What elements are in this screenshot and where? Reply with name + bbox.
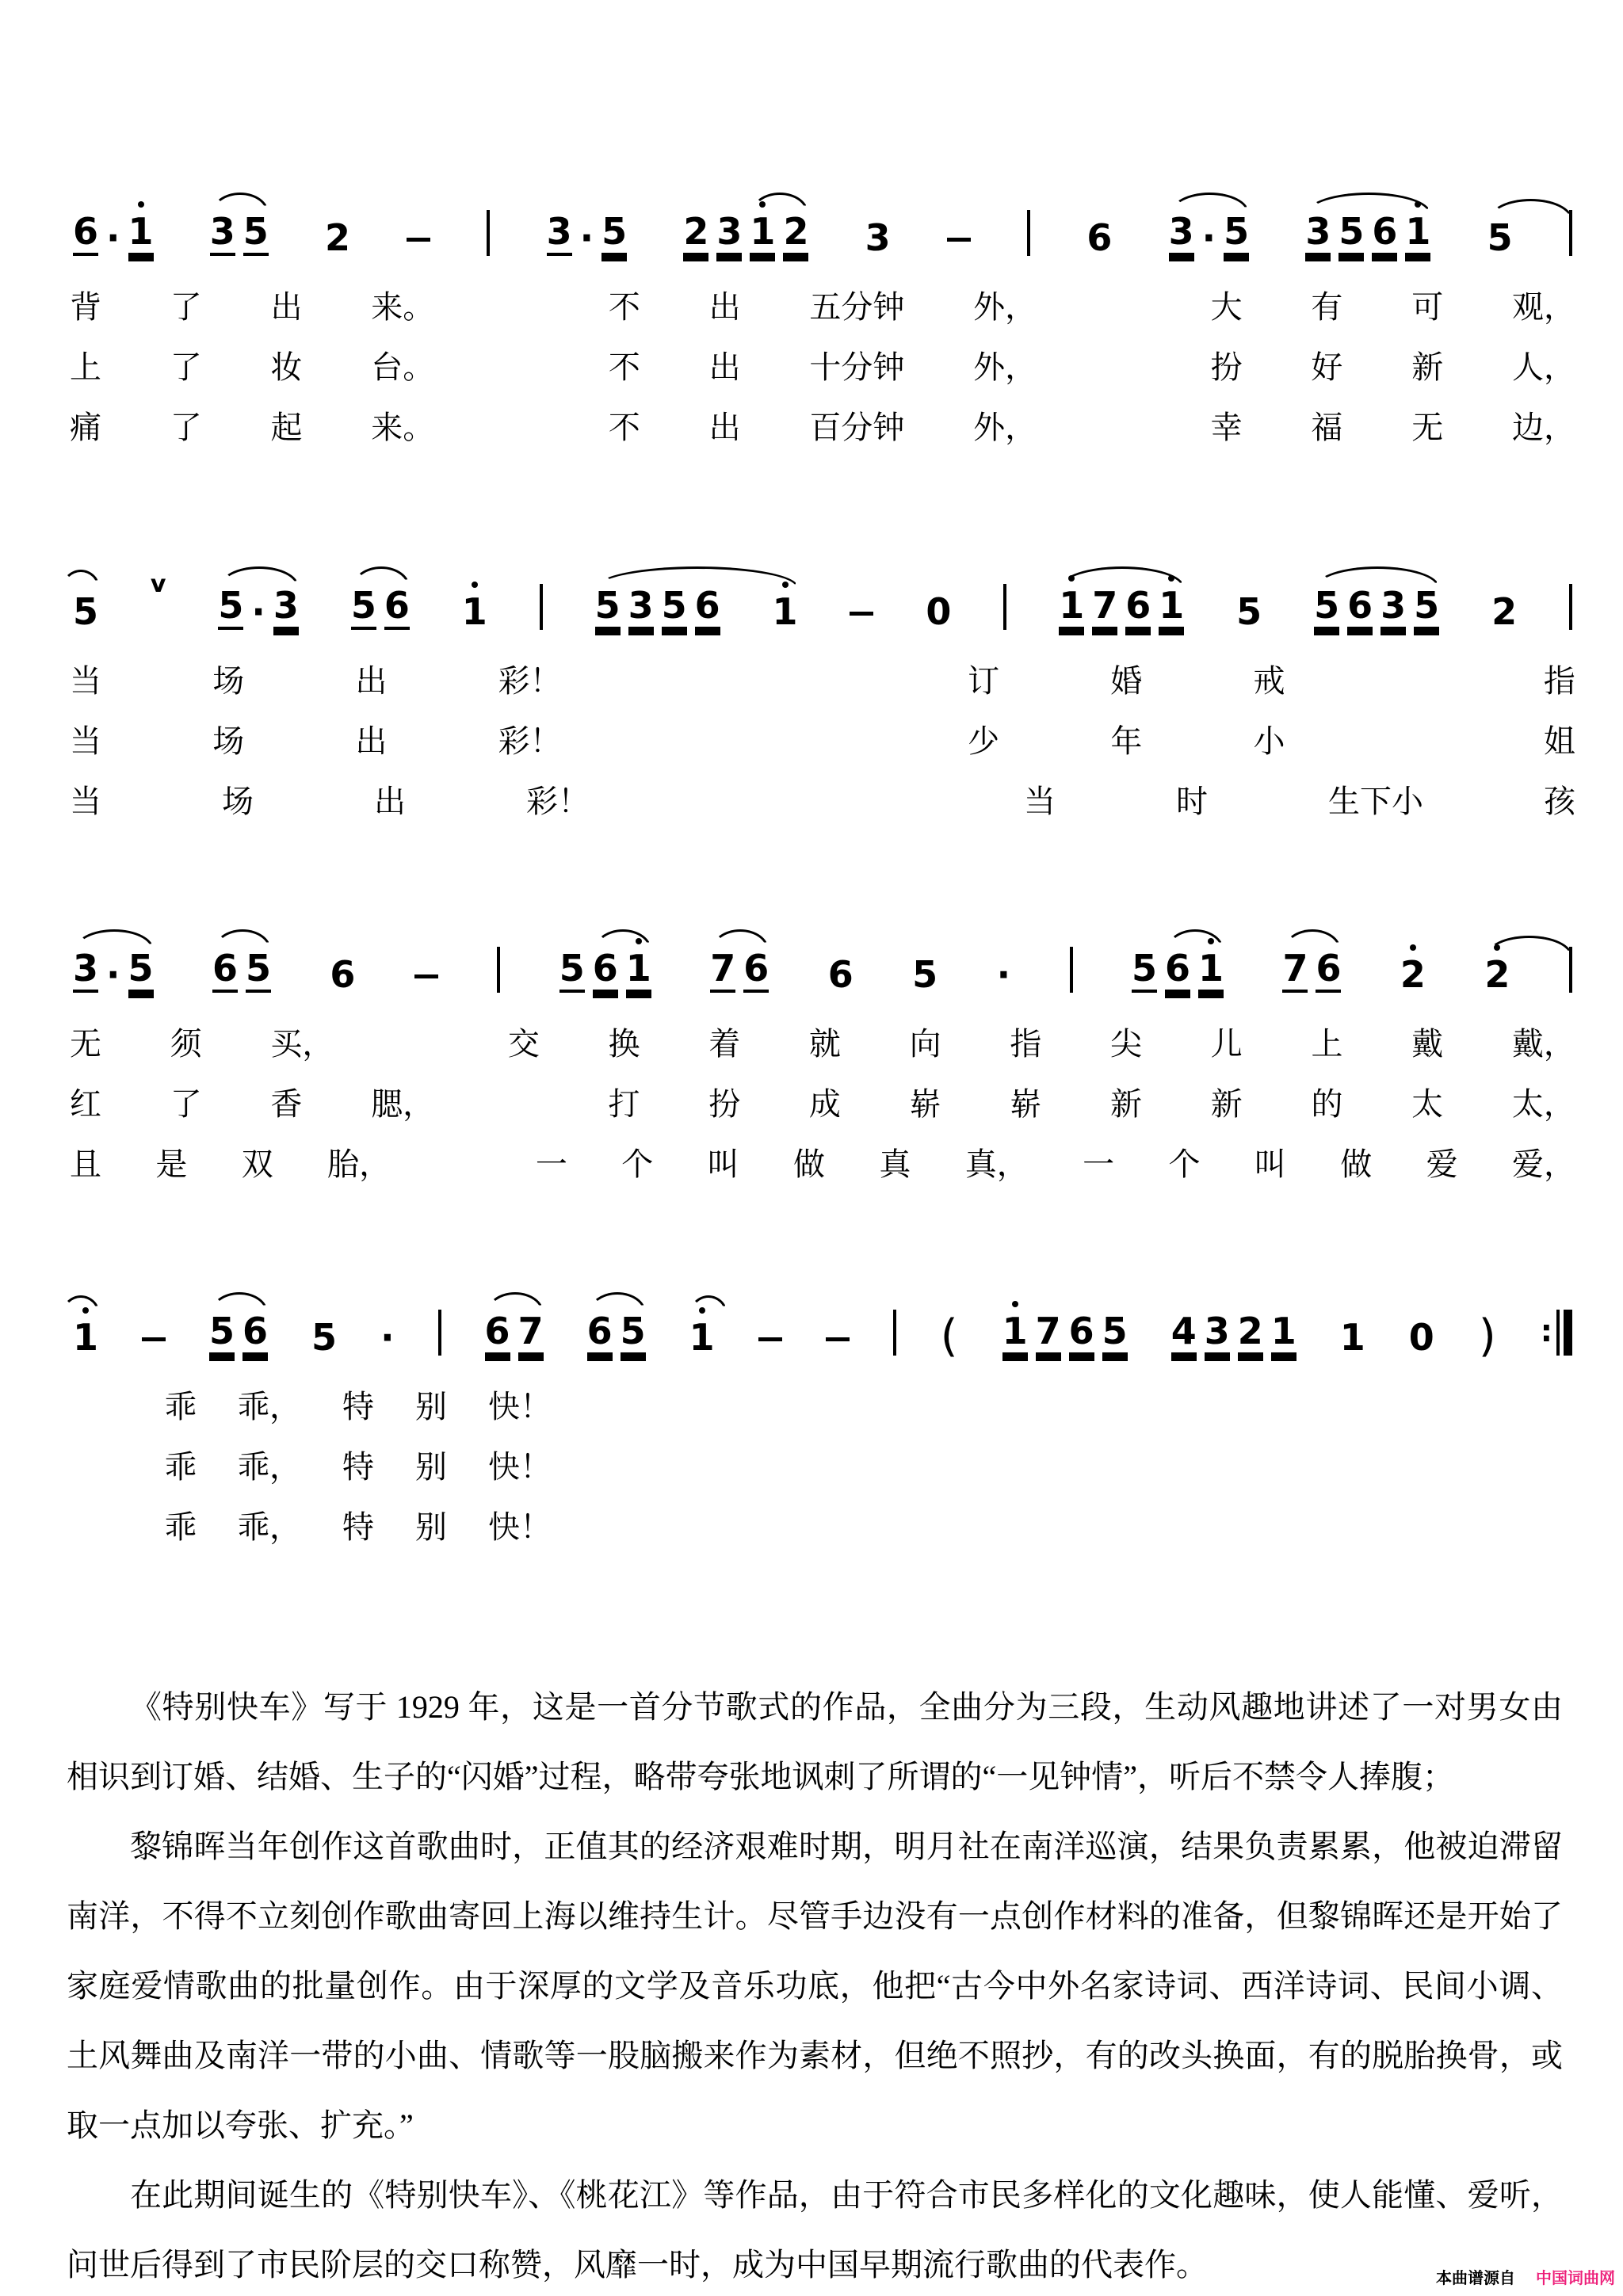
lyric-syllable: 太， [1511,1086,1575,1122]
note-digit: 5 [1224,213,1249,256]
lyric-syllable: 着 [708,1026,741,1062]
note-digit: 6 [1165,950,1190,993]
lyric-syllable: 戴， [1511,1026,1575,1062]
lyric-syllable: 背 [70,289,101,325]
lyric-syllable: 特 [342,1389,374,1425]
paragraph: 在此期间诞生的《特别快车》、《桃花江》等作品，由于符合市民多样化的文化趣味，使人能懂、爱听，问世后得到了市民阶层的交口称赞，风靡一时，成为中国早期流行歌曲的代表作。 [67,2177,1563,2283]
lyric-syllable: 年 [1110,723,1143,759]
lyric-syllable: 不 [608,289,640,325]
lyric-syllable: 出 [708,289,741,325]
duration-dash [850,612,873,616]
note-digit: 7 [1036,1313,1061,1356]
note-digit: 6 [384,587,410,630]
score-system [70,915,1575,1183]
paragraph: 《特别快车》写于 1929 年，这是一首分节歌式的作品，全曲分为三段，生动风趣地讲述了一对男女由相识到订婚、结婚、生子的“闪婚”过程，略带夸张地讽刺了所谓的“一见钟情”，听后不禁令人捧腹； [67,1689,1563,1794]
article [0,1641,1623,2296]
lyric-syllable: 做 [793,1146,825,1182]
augmentation-dot: · [106,216,120,259]
lyric-syllable: 的 [1311,1086,1343,1122]
lyric-syllable: 外， [973,410,1037,445]
lyric-syllable: 可 [1411,289,1444,325]
lyric-row [70,349,1575,386]
lyric-syllable: 打 [608,1086,640,1122]
lyric-syllable: 了 [170,410,202,445]
note-digit: 6 [1125,587,1151,630]
note-digit: 6 [73,213,98,256]
score-system [70,1278,1575,1546]
note-digit: 5 [311,1316,338,1359]
lyric-syllable: 双 [241,1146,273,1182]
notation-row [70,915,1575,1002]
lyric-syllable: 场 [222,784,254,819]
note-digit: 2 [783,213,808,256]
lyric-syllable: 扮 [1210,349,1243,385]
lyric-syllable: 叫 [707,1146,739,1182]
note-digit: 5 [209,1313,235,1356]
note-digit: 2 [1400,953,1426,996]
footer-site-link[interactable]: 中国词曲网 [1536,2270,1615,2287]
note-digit: 6 [242,1313,268,1356]
note-digit: 3 [1381,587,1406,630]
lyric-syllable: 出 [355,723,388,759]
note-digit: 6 [1347,587,1373,630]
note-digit: 5 [621,1313,646,1356]
note-digit: 5 [1102,1313,1128,1356]
lyric-syllable: 小 [1253,723,1285,759]
lyric-syllable: 须 [170,1026,202,1062]
note-digit: 1 [1271,1313,1296,1356]
lyric-syllable: 时 [1176,784,1208,819]
lyric-syllable: 好 [1311,349,1343,385]
note-digit: 3 [547,213,572,256]
lyric-syllable: 妆 [270,349,303,385]
augmentation-dot: · [106,953,120,996]
note-digit: 5 [218,587,243,630]
note-group [710,947,769,993]
barline [1003,584,1006,630]
lyric-syllable: 叫 [1254,1146,1286,1182]
lyric-syllable: 五分钟 [809,289,905,325]
note-group [1282,947,1342,993]
barline [487,210,490,256]
duration-dash [947,238,971,242]
note-digit: 5 [559,950,585,993]
lyric-row [70,1389,1575,1425]
lyric-syllable: 真， [964,1146,1029,1182]
lyric-syllable: 胎， [327,1146,391,1182]
notation-row [70,1278,1575,1365]
note-digit: 6 [1069,1313,1094,1356]
lyric-syllable: 当 [70,784,101,819]
lyric-syllable: 乖， [238,1449,301,1485]
note-digit: 1 [772,590,798,633]
note-digit: 5 [1314,587,1339,630]
lyric-syllable: 出 [708,410,741,445]
score-system [70,178,1575,446]
note-digit: 5 [351,587,376,630]
lyric-row [70,1509,1575,1546]
duration-dash [407,238,430,242]
note-digit: 6 [743,950,769,993]
augmentation-dot: · [380,1316,395,1359]
lyric-syllable: 向 [909,1026,941,1062]
note-digit: 3 [716,213,742,256]
note-digit: 1 [1159,587,1184,630]
lyric-syllable: 乖， [238,1509,301,1545]
note-digit: 6 [593,950,618,993]
repeat-dots: : [1540,1314,1552,1348]
lyric-syllable: 个 [1168,1146,1201,1182]
lyric-syllable: 尖 [1110,1026,1143,1062]
duration-dash [758,1337,782,1341]
lyric-syllable: 红 [70,1086,101,1122]
barline [893,1310,896,1356]
lyric-syllable: 彩！ [526,784,590,819]
lyric-syllable: 当 [70,723,101,759]
note-digit: 1 [750,213,775,256]
note-group [546,210,628,259]
duration-dash [414,974,438,978]
lyric-syllable: 真 [879,1146,911,1182]
note-group [559,947,651,993]
note-digit: 1 [1339,1316,1365,1359]
paragraph: 黎锦晖当年创作这首歌曲时，正值其的经济艰难时期，明月社在南洋巡演，结果负责累累，他被迫滞留南洋，不得不立刻创作歌曲寄回上海以维持生计。尽管手边没有一点创作材料的准备，但黎锦晖还是开始了家庭爱情歌曲的批量创作。由于深厚的文学及音乐功底，他把“古今中外名家诗词、西洋诗词、民间小调、土风舞曲及南洋一带的小曲、情歌等一股脑搬来作为素材，但绝不照抄，有的改头换面，有的脱胎换骨，或取一点加以夸张、扩充。” [67,1829,1563,2143]
lyric-syllable: 十分钟 [809,349,905,385]
lyric-syllable: 当 [1024,784,1056,819]
note-digit: 1 [128,213,154,256]
barline [1070,947,1073,993]
breath-mark-icon: v [150,570,166,598]
note-digit: 7 [518,1313,544,1356]
note-digit: 2 [1491,590,1518,633]
note-digit: 2 [1484,953,1510,996]
parenthesis: ) [1478,1310,1496,1362]
augmentation-dot: · [579,216,594,259]
note-digit: 3 [865,216,891,259]
lyric-syllable: 外， [973,289,1037,325]
note-digit: 3 [273,587,299,630]
note-digit: 7 [1092,587,1117,630]
lyric-syllable: 上 [1311,1026,1343,1062]
lyric-syllable: 起 [270,410,303,445]
note-digit: 7 [1282,950,1308,993]
lyric-syllable: 生下小 [1328,784,1423,819]
augmentation-dot: · [996,953,1011,996]
note-group [683,210,809,256]
lyric-syllable: 痛 [70,410,101,445]
note-digit: 5 [601,213,627,256]
note-group [73,947,154,996]
lyric-syllable: 乖 [165,1389,197,1425]
lyric-syllable: 人， [1511,349,1575,385]
note-digit: 3 [1169,213,1194,256]
lyric-syllable: 特 [342,1509,374,1545]
lyric-syllable: 幸 [1210,410,1243,445]
note-group [484,1310,544,1356]
note-group [1131,947,1224,993]
note-digit: 5 [1338,213,1364,256]
lyric-syllable: 上 [70,349,101,385]
lyric-syllable: 出 [355,663,388,699]
lyric-syllable: 来。 [371,289,435,325]
lyric-syllable: 儿 [1210,1026,1243,1062]
note-digit: 5 [246,950,271,993]
lyric-syllable: 新 [1110,1086,1143,1122]
note-digit: 5 [1236,590,1262,633]
lyric-syllable: 乖 [165,1449,197,1485]
lyric-syllable: 彩！ [498,663,562,699]
lyric-syllable: 孩 [1544,784,1575,819]
note-group [73,210,154,259]
lyric-syllable: 婚 [1110,663,1143,699]
lyric-syllable: 了 [170,289,202,325]
lyric-syllable: 扮 [708,1086,741,1122]
note-digit: 2 [324,216,350,259]
score-system [70,541,1575,820]
lyric-syllable: 爱， [1512,1146,1575,1182]
note-group [212,947,271,993]
lyric-syllable: 外， [973,349,1037,385]
note-digit: 3 [73,950,98,993]
barline [1027,210,1030,256]
note-digit: 1 [689,1316,715,1359]
note-digit: 3 [1305,213,1331,256]
lyric-syllable: 买， [270,1026,334,1062]
note-group [209,1310,269,1356]
lyric-syllable: 指 [1010,1026,1042,1062]
lyric-row [70,289,1575,326]
lyric-syllable: 戴 [1411,1026,1444,1062]
note-digit: 7 [710,950,735,993]
note-group [1002,1310,1128,1356]
lyric-syllable: 别 [415,1449,447,1485]
lyric-syllable: 新 [1210,1086,1243,1122]
barline [1569,584,1572,630]
barline [497,947,500,993]
lyric-syllable: 出 [270,289,303,325]
lyric-syllable: 订 [968,663,1000,699]
lyric-row [70,1449,1575,1486]
note-group [218,584,299,633]
barline [1569,210,1572,256]
augmentation-dot: · [1201,216,1216,259]
duration-dash [142,1337,166,1341]
lyric-syllable: 不 [608,349,640,385]
repeat-thick-bar [1564,1310,1572,1356]
lyric-syllable: 崭 [909,1086,941,1122]
lyric-syllable: 观， [1511,289,1575,325]
lyric-syllable: 当 [70,663,101,699]
note-digit: 6 [1086,216,1113,259]
lyric-syllable: 出 [708,349,741,385]
note-digit: 5 [1487,216,1513,259]
lyric-syllable: 快！ [488,1509,552,1545]
lyric-syllable: 换 [608,1026,640,1062]
note-digit: 3 [628,587,654,630]
lyric-syllable: 指 [1543,663,1575,699]
lyric-syllable: 快！ [488,1389,552,1425]
lyric-syllable: 少 [968,723,1000,759]
lyric-row [70,410,1575,446]
note-digit: 1 [73,1316,99,1359]
footer-source-label: 本曲谱源自 [1436,2270,1515,2287]
lyric-syllable: 新 [1411,349,1444,385]
lyric-syllable: 腮， [371,1086,435,1122]
lyric-syllable: 是 [155,1146,188,1182]
note-group [1059,584,1185,630]
lyric-syllable: 做 [1340,1146,1373,1182]
note-digit: 3 [1205,1313,1230,1356]
note-group [1168,210,1250,259]
lyric-syllable: 姐 [1543,723,1575,759]
note-digit: 1 [461,590,487,633]
lyric-syllable: 有 [1311,289,1343,325]
note-digit: 6 [330,953,356,996]
lyric-syllable: 别 [415,1509,447,1545]
note-digit: 6 [695,587,720,630]
note-digit: 6 [485,1313,510,1356]
lyric-syllable: 场 [212,723,245,759]
barline [438,1310,441,1356]
lyric-syllable: 来。 [371,410,435,445]
lyric-row [70,723,1575,760]
lyric-syllable: 边， [1511,410,1575,445]
lyric-syllable: 戒 [1253,663,1285,699]
lyric-syllable: 乖， [238,1389,301,1425]
lyric-row [70,1086,1575,1123]
lyric-row [70,1146,1575,1183]
note-group [1170,1310,1296,1356]
note-digit: 6 [1316,950,1341,993]
note-digit: 1 [1405,213,1430,256]
lyric-syllable: 了 [170,349,202,385]
lyric-syllable: 且 [70,1146,101,1182]
lyric-row [70,784,1575,820]
lyric-syllable: 交 [507,1026,540,1062]
note-digit: 1 [1059,587,1084,630]
lyric-syllable: 快！ [488,1449,552,1485]
note-group [586,1310,646,1356]
lyric-syllable: 崭 [1010,1086,1042,1122]
lyric-syllable: 无 [1411,410,1444,445]
note-digit: 5 [595,587,621,630]
note-digit: 6 [212,950,238,993]
lyric-syllable: 特 [342,1449,374,1485]
lyric-syllable: 福 [1311,410,1343,445]
lyric-syllable: 台。 [371,349,435,385]
notation-row [70,178,1575,265]
note-digit: 1 [1198,950,1224,993]
lyric-syllable: 爱 [1426,1146,1458,1182]
lyric-syllable: 百分钟 [809,410,905,445]
rest: 0 [1408,1316,1434,1359]
lyric-syllable: 出 [374,784,406,819]
note-group [594,584,720,630]
lyric-row [70,663,1575,700]
lyric-syllable: 一 [1083,1146,1115,1182]
lyric-syllable: 就 [808,1026,841,1062]
duration-dash [826,1337,850,1341]
note-digit: 1 [1002,1313,1028,1356]
note-digit: 6 [827,953,854,996]
augmentation-dot: · [251,590,265,633]
note-digit: 2 [1238,1313,1263,1356]
lyric-syllable: 大 [1210,289,1243,325]
lyric-syllable: 成 [808,1086,841,1122]
lyric-row [70,1026,1575,1062]
note-digit: 6 [1372,213,1397,256]
note-digit: 5 [1414,587,1439,630]
lyric-syllable: 太 [1411,1086,1444,1122]
note-digit: 5 [662,587,687,630]
repeat-end-sign [1541,1310,1572,1356]
note-group [1314,584,1440,630]
repeat-thin-bar [1556,1310,1560,1356]
lyric-syllable: 一 [535,1146,567,1182]
note-digit: 2 [683,213,708,256]
note-digit: 5 [128,950,154,993]
note-group [209,210,269,256]
note-digit: 5 [73,590,99,633]
note-digit: 5 [243,213,269,256]
barline [540,584,543,630]
note-group [1305,210,1431,256]
rest: 0 [926,590,952,633]
lyric-syllable: 了 [170,1086,202,1122]
lyric-syllable: 香 [270,1086,303,1122]
note-digit: 5 [912,953,938,996]
lyric-syllable: 别 [415,1389,447,1425]
parenthesis: ( [940,1310,958,1362]
footer [1436,2265,1615,2288]
note-digit: 6 [587,1313,613,1356]
notation-row [70,541,1575,639]
note-digit: 1 [626,950,651,993]
lyric-syllable: 不 [608,410,640,445]
lyric-syllable: 无 [70,1026,101,1062]
note-digit: 3 [210,213,235,256]
lyric-syllable: 乖 [165,1509,197,1545]
note-digit: 5 [1132,950,1157,993]
note-group [350,584,410,630]
lyric-syllable: 场 [212,663,245,699]
lyric-syllable: 彩！ [498,723,562,759]
lyric-syllable: 个 [621,1146,654,1182]
note-digit: 4 [1171,1313,1197,1356]
barline [1569,947,1572,993]
